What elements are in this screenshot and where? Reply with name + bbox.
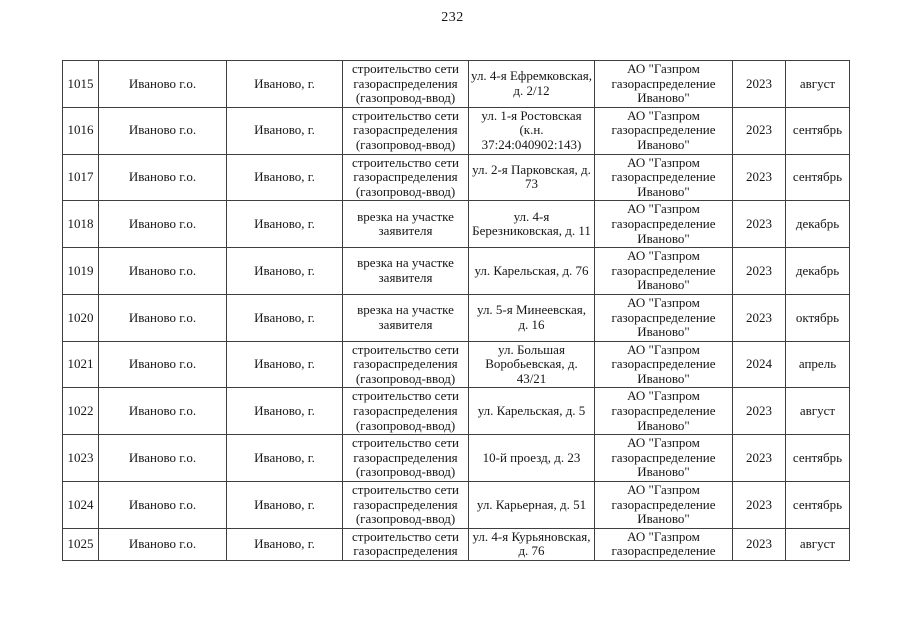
cell-district: Иваново г.о. xyxy=(99,482,227,529)
cell-num: 1022 xyxy=(63,388,99,435)
cell-organization: АО "Газпром газораспределение Иваново" xyxy=(595,435,733,482)
table-body xyxy=(63,61,850,561)
cell-district: Иваново г.о. xyxy=(99,248,227,295)
cell-city: Иваново, г. xyxy=(227,294,343,341)
cell-num: 1015 xyxy=(63,61,99,108)
cell-num: 1020 xyxy=(63,294,99,341)
cell-district: Иваново г.о. xyxy=(99,528,227,560)
cell-city: Иваново, г. xyxy=(227,341,343,388)
cell-city: Иваново, г. xyxy=(227,61,343,108)
cell-address: 10-й проезд, д. 23 xyxy=(469,435,595,482)
table-row xyxy=(63,435,850,482)
cell-work_type: строительство сети газораспределения (газопровод-ввод) xyxy=(343,341,469,388)
cell-month: сентябрь xyxy=(786,107,850,154)
cell-work_type: врезка на участке заявителя xyxy=(343,294,469,341)
cell-organization: АО "Газпром газораспределение xyxy=(595,528,733,560)
cell-city: Иваново, г. xyxy=(227,248,343,295)
cell-organization: АО "Газпром газораспределение Иваново" xyxy=(595,154,733,201)
cell-year: 2023 xyxy=(733,154,786,201)
cell-num: 1024 xyxy=(63,482,99,529)
cell-num: 1016 xyxy=(63,107,99,154)
cell-city: Иваново, г. xyxy=(227,201,343,248)
cell-district: Иваново г.о. xyxy=(99,341,227,388)
cell-month: август xyxy=(786,388,850,435)
cell-organization: АО "Газпром газораспределение Иваново" xyxy=(595,388,733,435)
table-row xyxy=(63,388,850,435)
cell-city: Иваново, г. xyxy=(227,154,343,201)
cell-organization: АО "Газпром газораспределение Иваново" xyxy=(595,61,733,108)
cell-district: Иваново г.о. xyxy=(99,388,227,435)
cell-address: ул. Карельская, д. 76 xyxy=(469,248,595,295)
cell-organization: АО "Газпром газораспределение Иваново" xyxy=(595,201,733,248)
cell-year: 2023 xyxy=(733,248,786,295)
table-row xyxy=(63,341,850,388)
cell-num: 1021 xyxy=(63,341,99,388)
cell-address: ул. 4-я Ефремковская, д. 2/12 xyxy=(469,61,595,108)
cell-city: Иваново, г. xyxy=(227,528,343,560)
cell-city: Иваново, г. xyxy=(227,388,343,435)
cell-work_type: строительство сети газораспределения (газопровод-ввод) xyxy=(343,388,469,435)
cell-work_type: строительство сети газораспределения (газопровод-ввод) xyxy=(343,435,469,482)
cell-month: сентябрь xyxy=(786,154,850,201)
cell-year: 2023 xyxy=(733,294,786,341)
cell-work_type: строительство сети газораспределения (газопровод-ввод) xyxy=(343,482,469,529)
cell-work_type: строительство сети газораспределения (газопровод-ввод) xyxy=(343,61,469,108)
cell-address: ул. Большая Воробьевская, д. 43/21 xyxy=(469,341,595,388)
cell-district: Иваново г.о. xyxy=(99,107,227,154)
cell-year: 2023 xyxy=(733,435,786,482)
table-row xyxy=(63,201,850,248)
page-number: 232 xyxy=(441,10,464,25)
cell-month: сентябрь xyxy=(786,435,850,482)
cell-month: октябрь xyxy=(786,294,850,341)
cell-month: декабрь xyxy=(786,201,850,248)
cell-address: ул. 5-я Минеевская, д. 16 xyxy=(469,294,595,341)
cell-work_type: строительство сети газораспределения xyxy=(343,528,469,560)
table-row xyxy=(63,107,850,154)
cell-month: август xyxy=(786,528,850,560)
cell-organization: АО "Газпром газораспределение Иваново" xyxy=(595,248,733,295)
cell-address: ул. Карельская, д. 5 xyxy=(469,388,595,435)
cell-address: ул. Карьерная, д. 51 xyxy=(469,482,595,529)
cell-district: Иваново г.о. xyxy=(99,435,227,482)
cell-num: 1025 xyxy=(63,528,99,560)
cell-work_type: строительство сети газораспределения (газопровод-ввод) xyxy=(343,154,469,201)
table-row xyxy=(63,528,850,560)
cell-num: 1018 xyxy=(63,201,99,248)
cell-year: 2023 xyxy=(733,528,786,560)
cell-city: Иваново, г. xyxy=(227,107,343,154)
cell-address: ул. 2-я Парковская, д. 73 xyxy=(469,154,595,201)
cell-num: 1023 xyxy=(63,435,99,482)
cell-month: август xyxy=(786,61,850,108)
table-row xyxy=(63,482,850,529)
gas-connections-table xyxy=(62,60,850,561)
cell-district: Иваново г.о. xyxy=(99,61,227,108)
cell-year: 2023 xyxy=(733,61,786,108)
cell-district: Иваново г.о. xyxy=(99,154,227,201)
cell-month: декабрь xyxy=(786,248,850,295)
cell-num: 1019 xyxy=(63,248,99,295)
cell-organization: АО "Газпром газораспределение Иваново" xyxy=(595,341,733,388)
cell-month: апрель xyxy=(786,341,850,388)
cell-organization: АО "Газпром газораспределение Иваново" xyxy=(595,294,733,341)
cell-work_type: врезка на участке заявителя xyxy=(343,248,469,295)
cell-year: 2023 xyxy=(733,201,786,248)
cell-year: 2023 xyxy=(733,388,786,435)
cell-organization: АО "Газпром газораспределение Иваново" xyxy=(595,482,733,529)
table-row xyxy=(63,154,850,201)
cell-district: Иваново г.о. xyxy=(99,201,227,248)
cell-address: ул. 4-я Березниковская, д. 11 xyxy=(469,201,595,248)
cell-city: Иваново, г. xyxy=(227,482,343,529)
cell-city: Иваново, г. xyxy=(227,435,343,482)
cell-num: 1017 xyxy=(63,154,99,201)
cell-address: ул. 4-я Курьяновская, д. 76 xyxy=(469,528,595,560)
cell-work_type: врезка на участке заявителя xyxy=(343,201,469,248)
cell-month: сентябрь xyxy=(786,482,850,529)
cell-address: ул. 1-я Ростовская (к.н. 37:24:040902:143) xyxy=(469,107,595,154)
cell-organization: АО "Газпром газораспределение Иваново" xyxy=(595,107,733,154)
cell-year: 2023 xyxy=(733,482,786,529)
cell-district: Иваново г.о. xyxy=(99,294,227,341)
table-row xyxy=(63,248,850,295)
cell-year: 2023 xyxy=(733,107,786,154)
table-row xyxy=(63,294,850,341)
cell-year: 2024 xyxy=(733,341,786,388)
table-row xyxy=(63,61,850,108)
cell-work_type: строительство сети газораспределения (газопровод-ввод) xyxy=(343,107,469,154)
